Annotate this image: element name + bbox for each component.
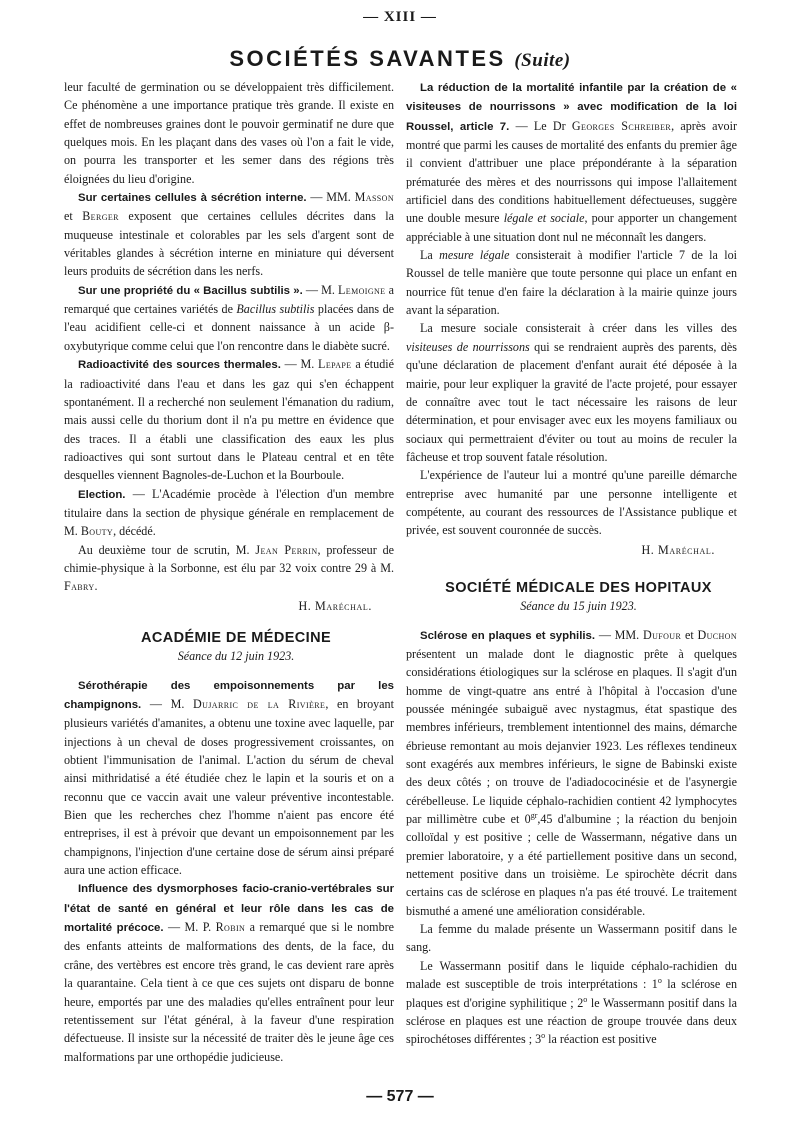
running-title-suite: (Suite) — [514, 50, 571, 71]
author-lepape: Lepape — [318, 357, 352, 372]
running-title-text: SOCIÉTÉS SAVANTES — [229, 46, 506, 71]
signature-marechal-1: H. Maréchal. — [298, 598, 372, 613]
right-column — [406, 78, 737, 1049]
page-roman-numeral: — XIII — — [363, 9, 437, 25]
name-fabry: Fabry — [64, 579, 95, 594]
author-masson: Masson — [354, 190, 394, 205]
paragraph-bacillus: Sur une propriété du « Bacillus subtilis ». — M. Lemoigne a remarqué que certaines variétés de Bacillus subtilis placées dans de l'eau acidifient celle-ci et donnent naissance à un acide β-oxybutyrique comme celui que l'on rencontre dans le diabète sucré. — [64, 282, 395, 353]
heading-radioactivite: Radioactivité des sources thermales. — [78, 359, 281, 372]
author-berger: Berger — [82, 209, 119, 224]
paragraph-sclerose: Sclérose en plaques et syphilis. — MM. Dufour et Duchon présentent un malade dont le diagnostic prête à quelques considérations étiologiques sur la sclérose en plaques. Il s'agit d'un homme de vingt-quatre ans entré à l'hôpital à l'occasion d'une poussée méningée subaiguë avec nystagmus, état spastique des membres inférieurs, tremblement intentionnel des mains, démarche ébrieuse remontant au mois dejanvier 1923. Les réflexes tendineux sont exagérés aux membres inférieurs, le signe de Babinski existe des deux côtés ; on trouve de l'adiadococinésie et de l'asynergie cérébelleuse. Le liquide céphalo-rachidien contient 42 lymphocytes par millimètre cube et $0^{gr},45$ d'albumine ; la réaction du benjoin colloïdal y est positive ; celle de Wassermann, négative dans un premier laboratoire, y a été partiellement positive dans un second, nettement positive dans un troisième. Le spirochète décrit dans certains cas de sclérose en plaques n'a pas été trouvé. Le traitement bismuthé a amené une amélioration considérable. — [406, 627, 738, 918]
section-title-academie: ACADÉMIE DE MÉDECINE — [140, 629, 332, 646]
paragraph-mortalite: La réduction de la mortalité infantile par la création de « visiteuses de nourrissons » avec modification de la loi Roussel, article 7. — Le Dr Georges Schreiber, après avoir montré que parmi les causes de mortalité des enfants du premier âge il convient d'attribuer une place prépondérante à la séparation prématurée des mères et des nourrissons qui impose l'allaitement artificiel dans des conditions habituellement défectueuses, suggère une double mesure légale et sociale, pour apporter un changement appréciable à une situation dont nul ne méconnaît les dangers. — [406, 82, 737, 244]
paragraph-radioactivite: Radioactivité des sources thermales. — M. Lepape a étudié la radioactivité dans l'eau et dans les gaz qui s'en échappent spontanément. Il a recherché non seulement l'émanation du radium, mais aussi celle du thorium dont il n'a pu mettre en évidence que des traces. Il a établi une classification des eaux les plus radioactives qui sont surtout dans le Plateau central et en tête desquelles viennent Bagnoles-de-Luchon et la Bourboule. — [64, 357, 394, 483]
paragraph-dysmorphoses: Influence des dysmorphoses facio-cranio-vertébrales sur l'état de santé en général et leur rôle dans les cas de mortalité précoce. — M. P. Robin a remarqué que si le nombre des enfants atteints de malformations des dents, de la face, du crâne, des vertèbres est encore très grand, le cas devient rare après la quarantaine. Cela tient à ce que ces sujets ont disparu de bonne heure, emportés par une des maladies qu'elles entraînent pour leur retentissement sur l'état général, à la faveur d'une respiration défectueuse. Il insiste sur la nécessité de traiter dès le jeune âge ces malformations par une orthopédie judicieuse. — [64, 883, 395, 1064]
name-bouty: Bouty — [80, 524, 114, 539]
heading-sclerose: Sclérose en plaques et syphilis. — [420, 629, 596, 642]
author-dujarric: Dujarric de la Rivière — [192, 697, 326, 711]
author-dufour: Dufour — [642, 627, 682, 642]
paragraph-secretion: Sur certaines cellules à sécrétion interne. — MM. Masson et Berger exposent que certaines cellules décrites dans la muqueuse intestinale et colorables par les sels d'argent sont de véritables glandes à sécrétion interne en miniature qui déversent leurs produits de sécrétion dans les nerfs. — [64, 190, 394, 279]
author-lemoigne: Lemoigne — [338, 282, 386, 297]
heading-dysmorphoses: Influence des dysmorphoses facio-cranio-vertébrales sur l'état de santé en général et leur rôle dans les cas de mortalité précoce. — [64, 883, 394, 935]
section-date-academie: Séance du 12 juin 1923. — [177, 649, 295, 664]
paragraph-mesure-sociale: La mesure sociale consisterait à créer dans les villes des visiteuses de nourrissons qui se rendraient auprès des parents, dès qu'une déclaration de placement d'enfant aurait été déposée à la mairie, pour leur expliquer la gravité de l'acte projeté, pour essayer de connaître avec tout le tact nécessaire les raisons de leur détermination, et pour envisager avec eux les moyens familiaux ou sociaux qui permettraient d'éviter ou tout au moins de reculer la fâcheuse et trop souvent fatale résolution. — [406, 321, 737, 464]
author-schreiber: Georges Schreiber — [571, 118, 672, 133]
paragraph-election: Election. — L'Académie procède à l'élection d'un membre titulaire dans la section de physique générale en remplacement de M. Bouty, décédé. — [64, 486, 395, 539]
heading-serotherapie: Sérothérapie des empoisonnements par les champignons. — [64, 679, 394, 711]
heading-mortalite: La réduction de la mortalité infantile par la création de « visiteuses de nourrissons » avec modification de la loi Roussel, article 7. — [406, 82, 737, 133]
heading-bacillus: Sur une propriété du « Bacillus subtilis ». — [78, 284, 303, 297]
heading-secretion: Sur certaines cellules à sécrétion interne. — [78, 192, 307, 205]
section-title-societe-medicale: SOCIÉTÉ MÉDICALE DES HOPITAUX — [445, 579, 712, 596]
species-name: Bacillus subtilis — [236, 302, 315, 317]
paragraph-serotherapie: Sérothérapie des empoisonnements par les champignons. — M. Dujarric de la Rivière, en broyant plusieurs variétés d'amanites, a obtenu une toxine avec laquelle, par injections à un cheval de doses progressivement croissantes, on obtient l'immunisation de l'animal. L'action du sérum de cheval ainsi mithridatisé a été étudiée chez le lapin et la souris et on a reconnu que ce vaccin avait une valeur préventive incontestable. Bien que les recherches chez l'homme n'aient pas encore été entreprises, il est à prévoir que devant un empoisonnement par les champignons, l'injection d'une certaine dose de sérum ainsi préparé aura une action efficace. — [64, 679, 394, 878]
signature-marechal-2: H. Maréchal. — [641, 542, 715, 557]
paragraph-experience: L'expérience de l'auteur lui a montré qu'une pareille démarche entreprise avec humanité par une personne intelligente et compétente, au courant des ressources de l'Assistance publique et privée, est souvent couronnée de succès. — [406, 468, 737, 538]
heading-election: Election. — [78, 488, 126, 501]
section-date-societe-medicale: Séance du 15 juin 1923. — [520, 599, 637, 614]
paragraph-germination: leur faculté de germination ou se développaient très difficilement. Ce phénomène a une importance pratique très grande. Il existe en effet de nombreuses graines dont le pouvoir germinatif ne dure que quelques mois. En les plaçant dans des vases où l'on a fait le vide, on pourra les transporter et les semer dans des régions très éloignées du lieu d'origine. — [64, 80, 394, 186]
author-robin: Robin — [215, 920, 246, 935]
author-duchon: Duchon — [697, 627, 738, 642]
paragraph-femme-malade: La femme du malade présente un Wassermann positif dans le sang. — [406, 922, 737, 955]
paragraph-scrutin: Au deuxième tour de scrutin, M. Jean Perrin, professeur de chimie-physique à la Sorbonne, est élu par 32 voix contre 29 à M. Fabry. — [64, 542, 394, 594]
page-number: — 577 — — [366, 1088, 434, 1105]
name-jean-perrin: Jean Perrin — [255, 542, 318, 557]
left-column — [64, 78, 394, 1066]
paragraph-wassermann: Le Wassermann positif dans le liquide céphalo-rachidien du malade est susceptible de trois interprétations : 1$^o$ la sclérose en plaques est d'origine syphilitique ; 2$^o$ le Wassermann positif dans la sclérose en plaques est une réaction de groupe trouvée dans deux spirochétoses différentes ; 3$^o$ la réaction est positive — [406, 958, 738, 1047]
paragraph-mesure-legale: La mesure légale consisterait à modifier l'article 7 de la loi Roussel de telle manière que toute personne qui place un enfant en nourrice fût tenue d'en faire la déclaration à la mairie quinze jours avant la séparation. — [406, 248, 737, 318]
running-title — [0, 46, 800, 72]
